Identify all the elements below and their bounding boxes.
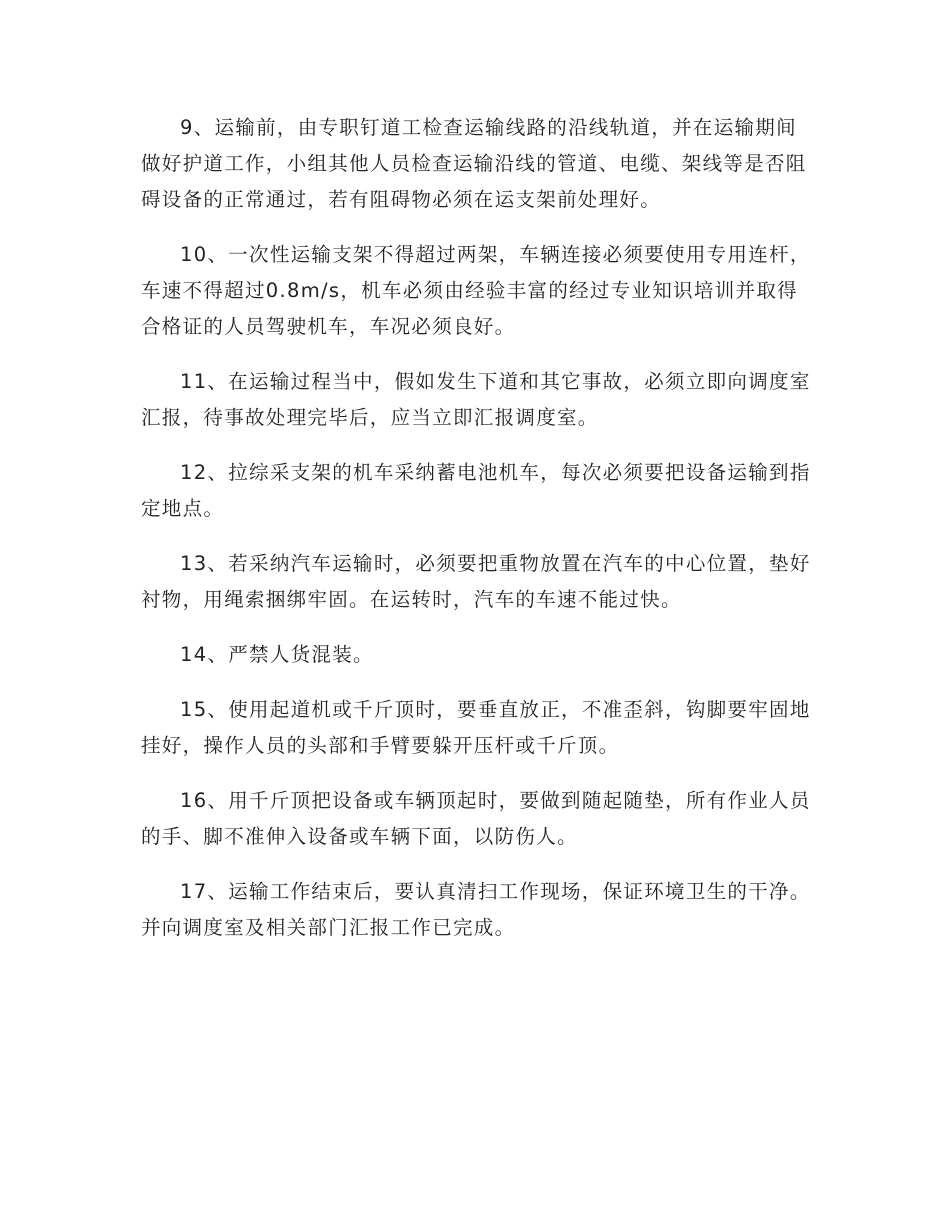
paragraph-item-9: 9、运输前，由专职钉道工检查运输线路的沿线轨道，并在运输期间做好护道工作，小组其他人员检查运输沿线的管道、电缆、架线等是否阻碍设备的正常通过，若有阻碍物必须在运支架前处理好。	[141, 116, 807, 211]
paragraph-item-14: 14、严禁人货混装。	[180, 643, 374, 666]
paragraph-item-13: 13、若采纳汽车运输时，必须要把重物放置在汽车的中心位置，垫好衬物，用绳索捆绑牢固。在运转时，汽车的车速不能过快。	[141, 552, 811, 611]
paragraph-item-10: 10、一次性运输支架不得超过两架，车辆连接必须要使用专用连杆，车速不得超过0.8m/s，机车必须由经验丰富的经过专业知识培训并取得合格证的人员驾驶机车，车况必须良好。	[141, 243, 811, 338]
document-body	[141, 110, 811, 965]
paragraph-item-16: 16、用千斤顶把设备或车辆顶起时，要做到随起随垫，所有作业人员的手、脚不准伸入设备或车辆下面，以防伤人。	[141, 789, 811, 848]
paragraph-item-17: 17、运输工作结束后，要认真清扫工作现场，保证环境卫生的干净。并向调度室及相关部门汇报工作已完成。	[141, 880, 811, 939]
paragraph-item-11: 11、在运输过程当中，假如发生下道和其它事故，必须立即向调度室汇报，待事故处理完毕后，应当立即汇报调度室。	[141, 370, 811, 429]
paragraph-item-12: 12、拉综采支架的机车采纳蓄电池机车，每次必须要把设备运输到指定地点。	[141, 461, 811, 520]
paragraph-item-15: 15、使用起道机或千斤顶时，要垂直放正，不准歪斜，钩脚要牢固地挂好，操作人员的头部和手臂要躲开压杆或千斤顶。	[141, 698, 811, 757]
